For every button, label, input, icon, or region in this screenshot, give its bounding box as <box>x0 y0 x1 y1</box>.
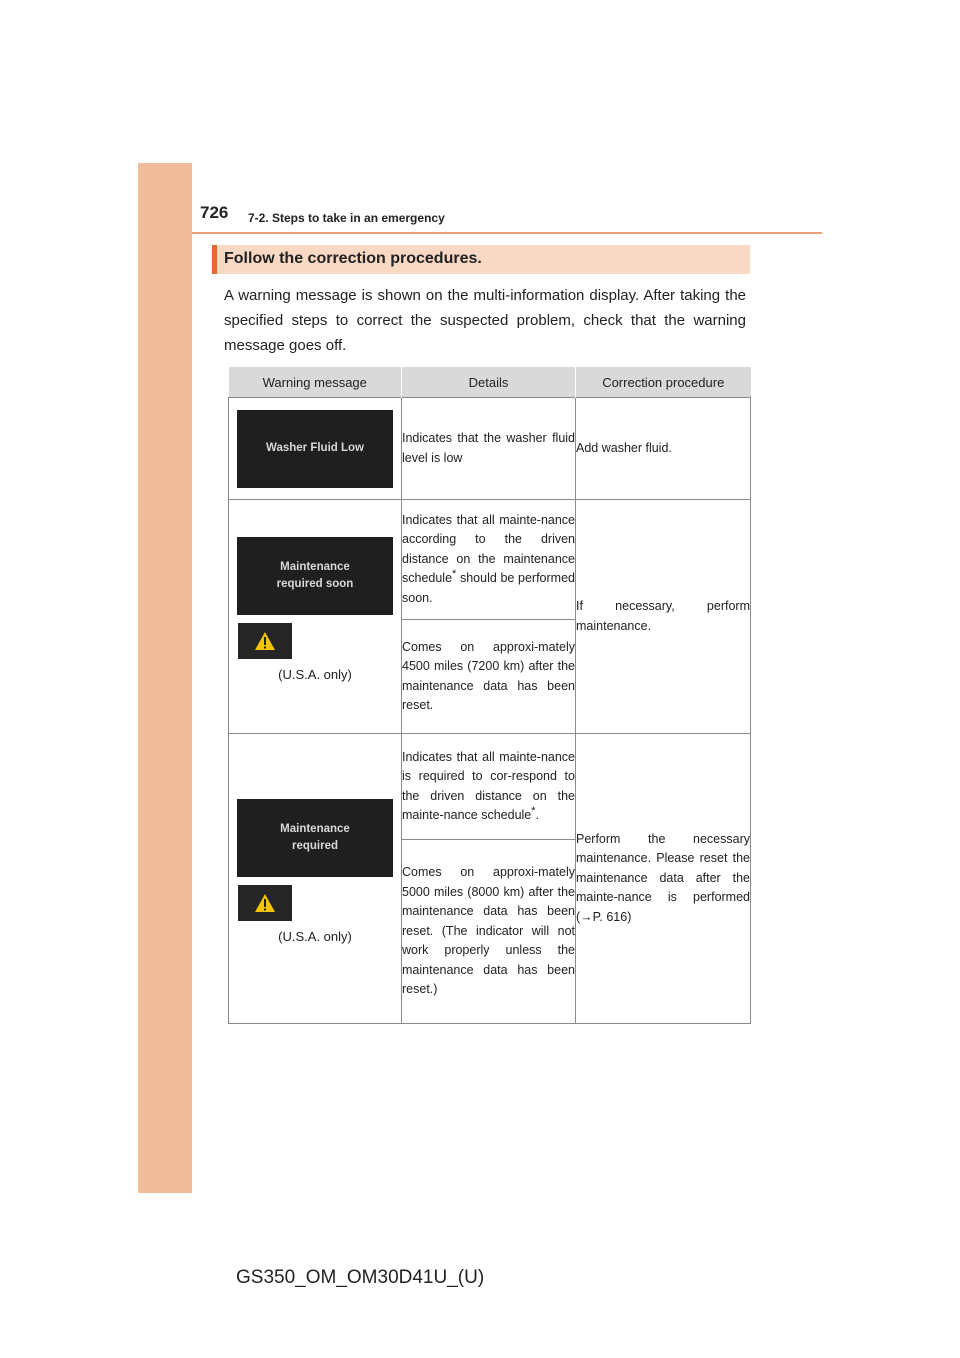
table-row <box>229 734 751 840</box>
callout-accent-bar <box>212 245 217 274</box>
chapter-sidebar <box>138 163 192 1193</box>
header-warning-message: Warning message <box>229 367 402 398</box>
callout-title: Follow the correction procedures. <box>224 250 482 267</box>
details-text: should be performed soon. <box>402 571 575 605</box>
footnote-mark: * <box>452 568 457 581</box>
washer-fluid-display: Washer Fluid Low <box>237 410 393 488</box>
warning-display-cell <box>229 500 402 734</box>
details-text: Indicates that all mainte-nance according to the driven distance on the maintenance schedule <box>402 512 575 586</box>
warning-display-cell <box>229 734 402 1024</box>
warning-message-table <box>228 367 751 1024</box>
region-note: (U.S.A. only) <box>278 929 352 944</box>
details-cell <box>402 734 576 840</box>
header-details: Details <box>402 367 576 398</box>
page-number: 726 <box>200 203 229 222</box>
procedure-cell: Perform the necessary maintenance. Please reset the maintenance data after the mainte-nance is performed (→P. 616) <box>576 734 751 1024</box>
table-row <box>229 500 751 620</box>
region-note: (U.S.A. only) <box>278 667 352 682</box>
document-code-footer: GS350_OM_OM30D41U_(U) <box>236 1267 485 1288</box>
details-cell: Indicates that the washer fluid level is low <box>402 398 576 500</box>
details-cell: Comes on approxi-mately 4500 miles (7200 km) after the maintenance data has been reset. <box>402 620 576 734</box>
header-rule <box>192 232 822 234</box>
intro-paragraph: A warning message is shown on the multi-information display. After taking the specified steps to correct the suspected problem, check that the warning message goes off. <box>224 287 746 354</box>
details-cell <box>402 500 576 620</box>
table-header-row <box>229 367 751 398</box>
warning-display-cell <box>229 398 402 500</box>
details-text: . <box>535 808 540 822</box>
table-row <box>229 398 751 500</box>
maintenance-required-display: Maintenance required <box>237 799 393 877</box>
footnote-mark: * <box>531 804 536 817</box>
header-correction-procedure: Correction procedure <box>576 367 751 398</box>
details-text: Indicates that all mainte-nance is required to cor-respond to the driven distance on the mainte-nance schedule <box>402 749 575 822</box>
warning-triangle-icon <box>238 623 292 659</box>
details-cell: Comes on approxi-mately 5000 miles (8000 km) after the maintenance data has been reset. (The indicator will not work properly unless the maintenance data has been reset.) <box>402 840 576 1024</box>
section-title: 7-2. Steps to take in an emergency <box>248 211 445 225</box>
warning-triangle-icon <box>238 885 292 921</box>
maintenance-soon-display: Maintenance required soon <box>237 537 393 615</box>
procedure-cell: Add washer fluid. <box>576 398 751 500</box>
procedure-cell: If necessary, perform maintenance. <box>576 500 751 734</box>
callout-heading <box>212 245 750 274</box>
